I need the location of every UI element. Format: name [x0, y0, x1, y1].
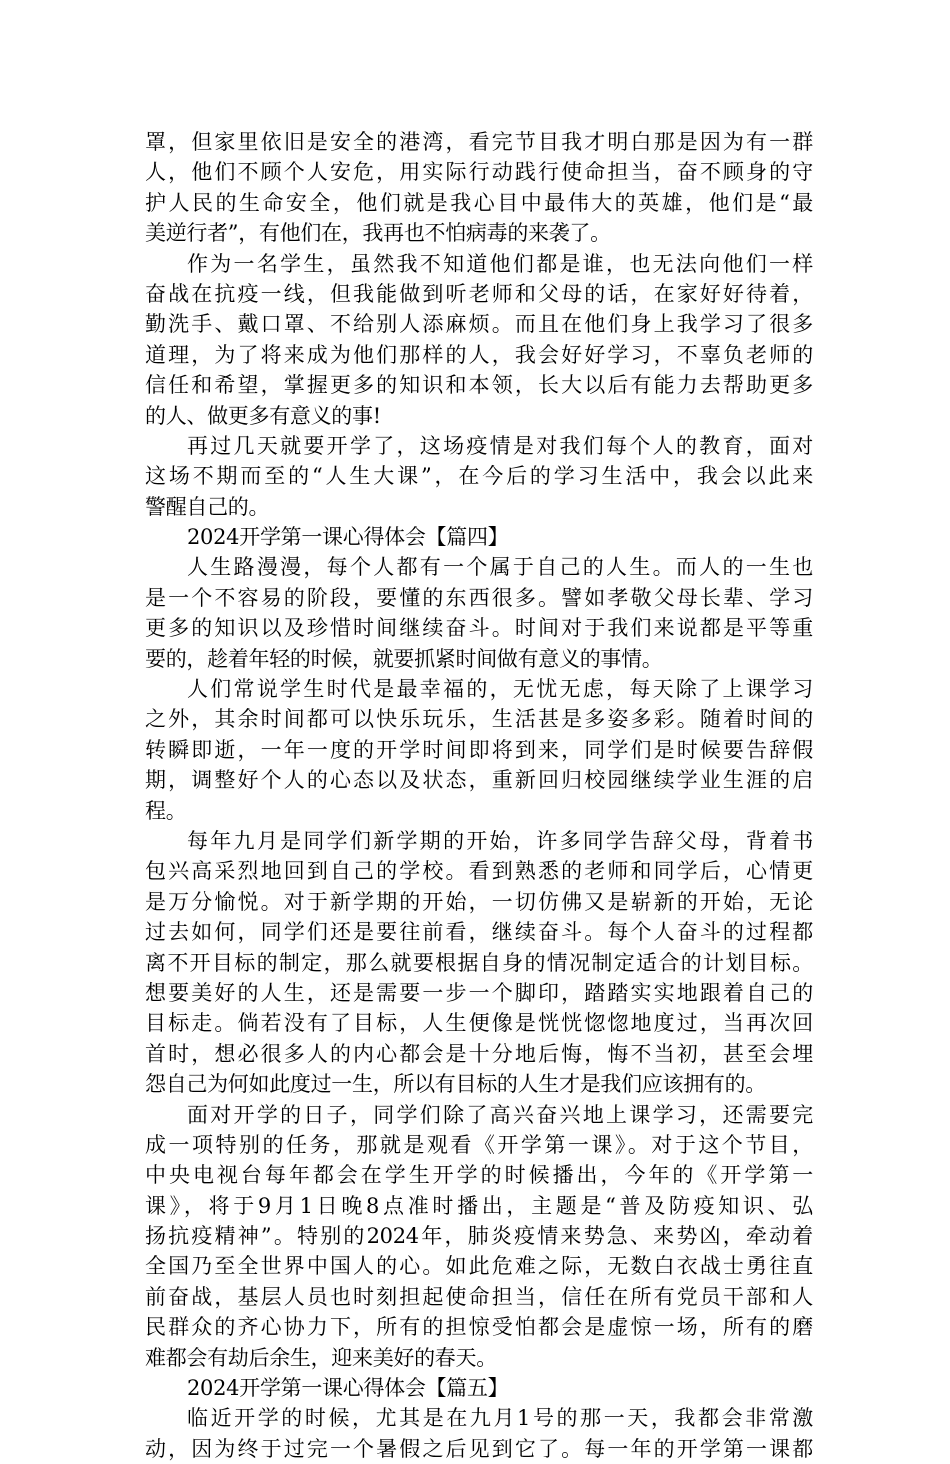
- paragraph: [145, 826, 813, 1100]
- heading-line: 2024开学第一课心得体会【篇四】: [187, 525, 509, 550]
- text-line: 作为一名学生，虽然我不知道他们都是谁，也无法向他们一样: [187, 251, 813, 276]
- text-line: 程。: [145, 798, 187, 823]
- text-line: 中央电视台每年都会在学生开学的时候播出，今年的《开学第一: [145, 1163, 813, 1188]
- text-line: 这场不期而至的“人生大课”，在今后的学习生活中，我会以此来: [145, 464, 813, 489]
- text-line: 信任和希望，掌握更多的知识和本领，长大以后有能力去帮助更多: [145, 373, 813, 398]
- text-line: 首时，想必很多人的内心都会是十分地后悔，悔不当初，甚至会埋: [145, 1041, 813, 1066]
- document-page: [145, 127, 813, 1464]
- text-line: 前奋战，基层人员也时刻担起使命担当，信任在所有党员干部和人: [145, 1284, 813, 1309]
- text-line: 临近开学的时候，尤其是在九月1号的那一天，我都会非常激: [187, 1406, 813, 1431]
- text-line: 转瞬即逝，一年一度的开学时间即将到来，同学们是时候要告辞假: [145, 737, 813, 762]
- text-line: 课》，将于9月1日晚8点准时播出，主题是“普及防疫知识、弘: [145, 1193, 813, 1218]
- text-line: 再过几天就要开学了，这场疫情是对我们每个人的教育，面对: [187, 433, 813, 458]
- text-line: 是一个不容易的阶段，要懂的东西很多。譬如孝敬父母长辈、学习: [145, 585, 813, 610]
- text-line: 人生路漫漫，每个人都有一个属于自己的人生。而人的一生也: [187, 555, 813, 580]
- text-line: 目标走。倘若没有了目标，人生便像是恍恍惚惚地度过，当再次回: [145, 1011, 813, 1036]
- paragraph: [145, 431, 813, 522]
- text-line: 难都会有劫后余生，迎来美好的春天。: [145, 1345, 497, 1370]
- heading-line: 2024开学第一课心得体会【篇五】: [187, 1376, 509, 1401]
- text-line: 每年九月是同学们新学期的开始，许多同学告辞父母，背着书: [187, 828, 813, 853]
- text-line: 民群众的齐心协力下，所有的担惊受怕都会是虚惊一场，所有的磨: [145, 1315, 813, 1340]
- text-line: 道理，为了将来成为他们那样的人，我会好好学习，不辜负老师的: [145, 342, 813, 367]
- text-line: 人，他们不顾个人安危，用实际行动践行使命担当，奋不顾身的守: [145, 160, 813, 185]
- text-line: 要的，趁着年轻的时候，就要抓紧时间做有意义的事情。: [145, 646, 663, 671]
- text-line: 的人、做更多有意义的事!: [145, 403, 381, 428]
- text-line: 美逆行者”，有他们在，我再也不怕病毒的来袭了。: [145, 221, 611, 246]
- section-heading: [145, 1373, 813, 1403]
- text-line: 扬抗疫精神”。特别的2024年，肺炎疫情来势急、来势凶，牵动着: [145, 1224, 813, 1249]
- text-line: 人们常说学生时代是最幸福的，无忧无虑，每天除了上课学习: [187, 677, 813, 702]
- text-line: 全国乃至全世界中国人的心。如此危难之际，无数白衣战士勇往直: [145, 1254, 813, 1279]
- paragraph: [145, 552, 813, 674]
- text-line: 面对开学的日子，同学们除了高兴奋兴地上课学习，还需要完: [187, 1102, 813, 1127]
- text-line: 怨自己为何如此度过一生，所以有目标的人生才是我们应该拥有的。: [145, 1072, 766, 1097]
- paragraph: [145, 674, 813, 826]
- text-line: 动，因为终于过完一个暑假之后见到它了。每一年的开学第一课都: [145, 1436, 813, 1461]
- text-line: 警醒自己的。: [145, 494, 270, 519]
- text-line: 期，调整好个人的心态以及状态，重新回归校园继续学业生涯的启: [145, 768, 813, 793]
- paragraph: [145, 249, 813, 431]
- text-line: 罩，但家里依旧是安全的港湾，看完节目我才明白那是因为有一群: [145, 130, 813, 154]
- text-line: 成一项特别的任务，那就是观看《开学第一课》。对于这个节目，: [145, 1132, 813, 1157]
- text-line: 之外，其余时间都可以快乐玩乐，生活甚是多姿多彩。随着时间的: [145, 707, 813, 732]
- paragraph: [145, 1100, 813, 1374]
- text-line: 更多的知识以及珍惜时间继续奋斗。时间对于我们来说都是平等重: [145, 616, 813, 641]
- text-line: 离不开目标的制定，那么就要根据自身的情况制定适合的计划目标。: [145, 950, 813, 975]
- section-heading: [145, 522, 813, 552]
- text-line: 勤洗手、戴口罩、不给别人添麻烦。而且在他们身上我学习了很多: [145, 312, 813, 337]
- text-line: 是万分愉悦。对于新学期的开始，一切仿佛又是崭新的开始，无论: [145, 889, 813, 914]
- text-line: 想要美好的人生，还是需要一步一个脚印，踏踏实实地跟着自己的: [145, 980, 813, 1005]
- paragraph: [145, 1403, 813, 1464]
- text-line: 护人民的生命安全，他们就是我心目中最伟大的英雄，他们是“最: [145, 190, 813, 215]
- text-line: 包兴高采烈地回到自己的学校。看到熟悉的老师和同学后，心情更: [145, 859, 813, 884]
- text-line: 过去如何，同学们还是要往前看，继续奋斗。每个人奋斗的过程都: [145, 920, 813, 945]
- paragraph: [145, 127, 813, 249]
- text-line: 奋战在抗疫一线，但我能做到听老师和父母的话，在家好好待着，: [145, 281, 813, 306]
